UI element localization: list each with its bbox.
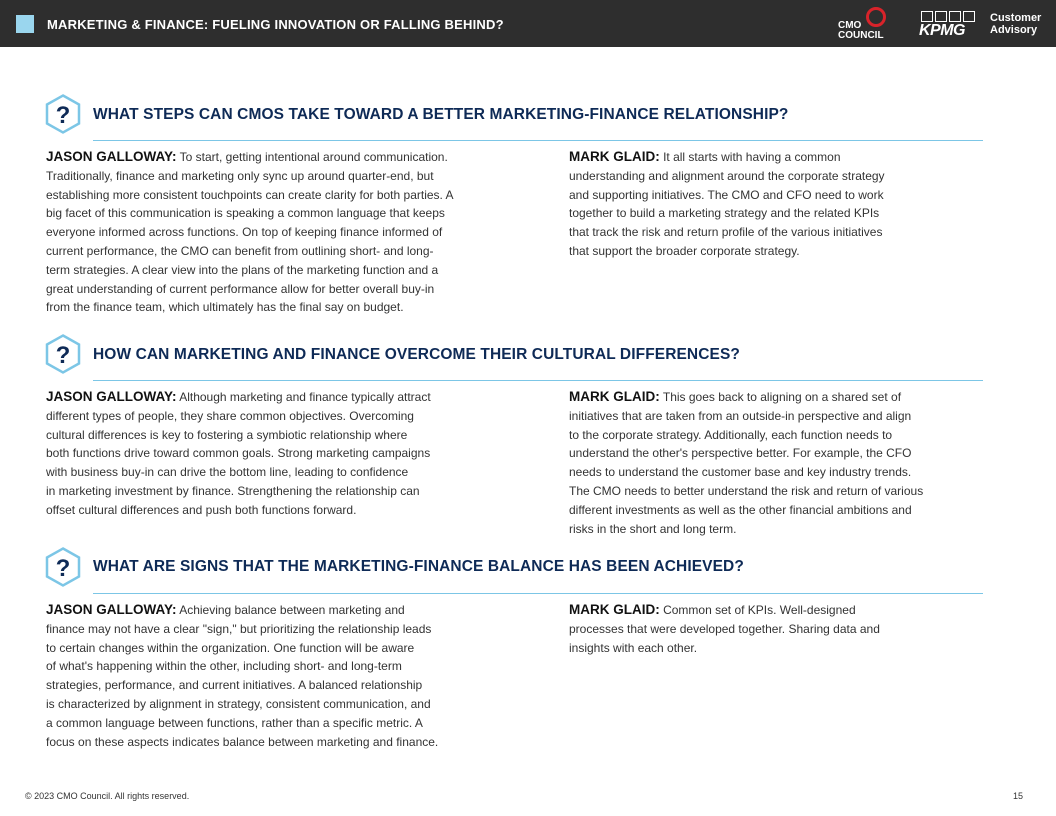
answer-line: is characterized by alignment in strategy, consistent communication, and [46, 696, 431, 711]
accent-square [16, 15, 34, 33]
answer-jason-galloway [46, 601, 438, 751]
answer-line: MARK GLAID: It all starts with having a common [569, 149, 841, 164]
section-divider [93, 140, 983, 141]
answer-line: term strategies. A clear view into the plans of the marketing function and a [46, 262, 439, 277]
answer-line: in marketing investment by finance. Strengthening the relationship can [46, 483, 420, 498]
answer-line: insights with each other. [569, 640, 698, 655]
answer-line: risks in the short and long term. [569, 521, 737, 536]
answer-line: finance may not have a clear "sign," but prioritizing the relationship leads [46, 621, 432, 636]
answer-line: establishing more consistent touchpoints can create clarity for both parties. A [46, 187, 454, 202]
answer-line: strategies, performance, and current initiatives. A balanced relationship [46, 678, 423, 693]
speaker-name: JASON GALLOWAY: [46, 149, 177, 164]
section-divider [93, 593, 983, 594]
section-divider [93, 380, 983, 381]
answer-mark-glaid [569, 388, 923, 538]
answer-line: MARK GLAID: This goes back to aligning on a shared set of [569, 389, 902, 404]
answer-mark-glaid [569, 148, 885, 261]
answer-line: MARK GLAID: Common set of KPIs. Well-designed [569, 602, 856, 617]
answer-line: big facet of this communication is speaking a common language that keeps [46, 206, 445, 221]
answer-line: that support the broader corporate strategy. [569, 243, 800, 258]
kpmg-logo [919, 11, 977, 39]
svg-text:?: ? [55, 342, 71, 369]
copyright-footer: © 2023 CMO Council. All rights reserved. [25, 791, 190, 801]
answer-line: everyone informed across functions. On top of keeping finance informed of [46, 225, 443, 240]
question-mark-icon [45, 94, 81, 134]
answer-line: Traditionally, finance and marketing only sync up around quarter-end, but [46, 168, 434, 183]
answer-line: and supporting initiatives. The CMO and CFO need to work [569, 187, 884, 202]
answer-jason-galloway [46, 388, 431, 520]
customer-advisory-line2: Advisory [990, 24, 1038, 36]
top-bar [0, 0, 1056, 47]
answer-line: with business buy-in can drive the bottom line, leading to confidence [46, 465, 409, 480]
answer-line: offset cultural differences and push both functions forward. [46, 502, 357, 517]
document-title: MARKETING & FINANCE: FUELING INNOVATION OR FALLING BEHIND? [47, 17, 504, 32]
answer-line: of what's happening within the other, including short- and long-term [46, 659, 402, 674]
section-question-heading: HOW CAN MARKETING AND FINANCE OVERCOME THEIR CULTURAL DIFFERENCES? [93, 346, 740, 363]
customer-advisory-logo [990, 12, 1041, 36]
svg-text:?: ? [55, 555, 71, 582]
answer-line: a common language between functions, rather than a specific metric. A [46, 715, 423, 730]
answer-line: different investments as well as the other financial ambitions and [569, 502, 912, 517]
page-number: 15 [1013, 791, 1024, 801]
answer-line: from the finance team, which ultimately has the final say on budget. [46, 300, 404, 315]
answer-line: JASON GALLOWAY: To start, getting intentional around communication. [46, 149, 448, 164]
answer-line: focus on these aspects indicates balance between marketing and finance. [46, 734, 439, 749]
answer-line: to certain changes within the organization. One function will be aware [46, 640, 415, 655]
speaker-name: JASON GALLOWAY: [46, 602, 177, 617]
customer-advisory-line1: Customer [990, 12, 1042, 24]
question-mark-icon [45, 334, 81, 374]
answer-jason-galloway [46, 148, 454, 317]
cmo-logo-line1: CMO [838, 20, 862, 31]
section-question-heading: WHAT STEPS CAN CMOS TAKE TOWARD A BETTER MARKETING-FINANCE RELATIONSHIP? [93, 106, 789, 123]
answer-line: that track the risk and return profile of the various initiatives [569, 225, 883, 240]
speaker-name: MARK GLAID: [569, 602, 660, 617]
answer-line: to the corporate strategy. Additionally, each function needs to [569, 427, 893, 442]
answer-mark-glaid [569, 601, 880, 657]
kpmg-wordmark: KPMG [919, 22, 965, 39]
answer-line: needs to understand the customer base and key industry trends. [569, 465, 912, 480]
cmo-council-mark-icon [866, 7, 886, 27]
answer-line: initiatives that are taken from an outside-in perspective and align [569, 408, 912, 423]
answer-line: great understanding of current performance allow for better overall buy-in [46, 281, 435, 296]
svg-text:?: ? [55, 102, 71, 129]
section-question-heading: WHAT ARE SIGNS THAT THE MARKETING-FINANCE BALANCE HAS BEEN ACHIEVED? [93, 558, 744, 575]
answer-line: understanding and alignment around the corporate strategy [569, 168, 885, 183]
question-mark-icon [45, 547, 81, 587]
speaker-name: MARK GLAID: [569, 149, 660, 164]
answer-line: current performance, the CMO can benefit from outlining short- and long- [46, 243, 434, 258]
answer-line: JASON GALLOWAY: Achieving balance between marketing and [46, 602, 405, 617]
answer-line: both functions drive toward common goals. Strong marketing campaigns [46, 446, 431, 461]
answer-line: JASON GALLOWAY: Although marketing and finance typically attract [46, 389, 431, 404]
answer-line: together to build a marketing strategy and the related KPIs [569, 206, 880, 221]
speaker-name: JASON GALLOWAY: [46, 389, 177, 404]
cmo-council-logo [838, 10, 892, 42]
cmo-logo-line2: COUNCIL [838, 30, 884, 41]
speaker-name: MARK GLAID: [569, 389, 660, 404]
answer-line: processes that were developed together. Sharing data and [569, 621, 880, 636]
answer-line: different types of people, they share common objectives. Overcoming [46, 408, 414, 423]
answer-line: The CMO needs to better understand the risk and return of various [569, 483, 924, 498]
answer-line: cultural differences is key to fostering a symbiotic relationship where [46, 427, 408, 442]
answer-line: understand the other's perspective better. For example, the CFO [569, 446, 912, 461]
